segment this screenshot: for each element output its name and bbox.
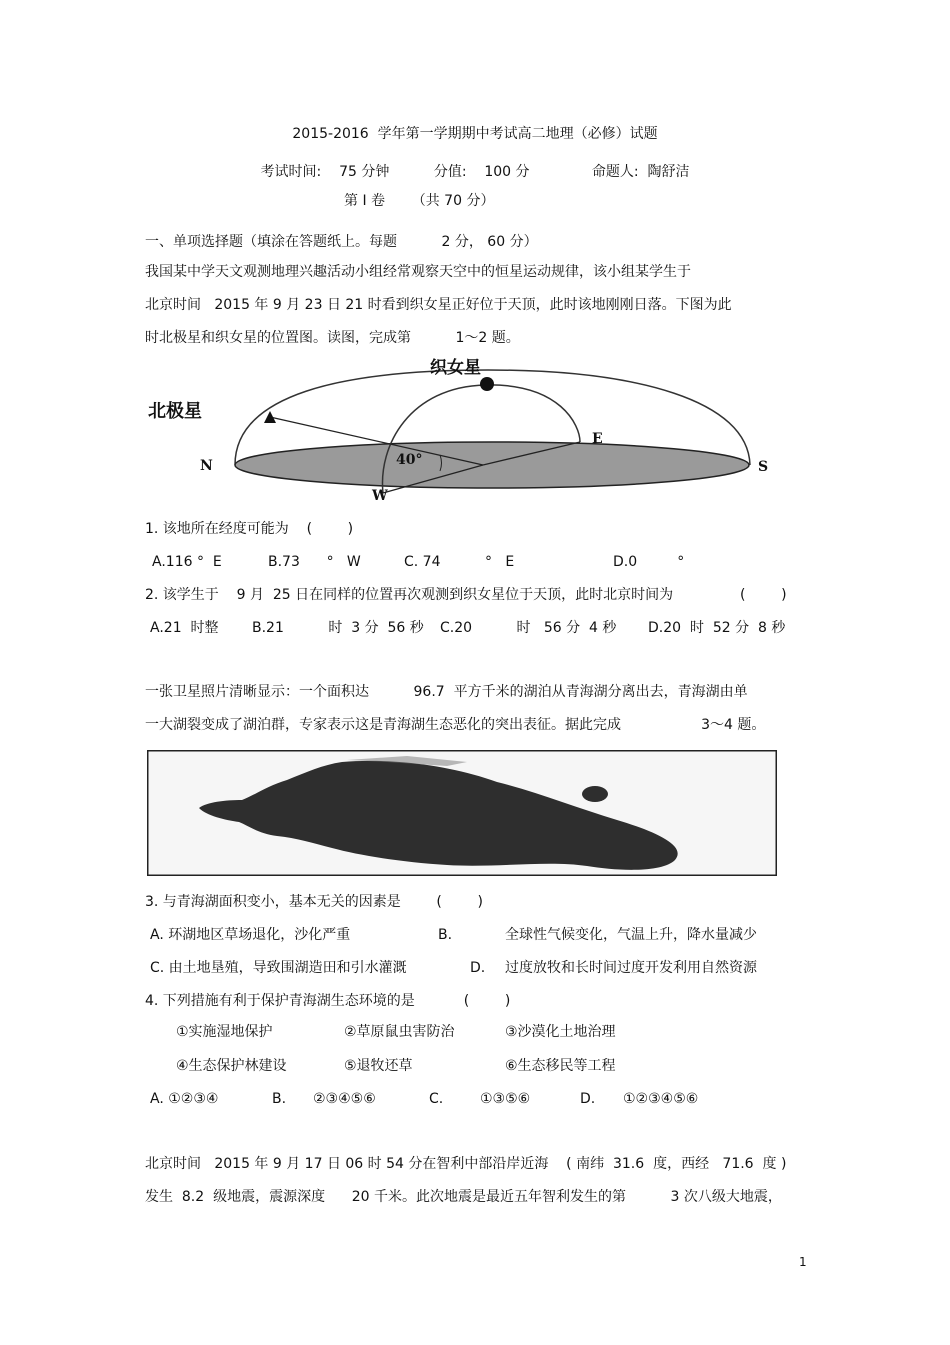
q4-option-c-text: ①③⑤⑥: [480, 1091, 531, 1107]
angle-label: 40°: [396, 452, 423, 468]
q3-option-d-text: 过度放牧和长时间过度开发利用自然资源: [505, 960, 757, 976]
q1-option-c: C. 74 ° E: [404, 554, 515, 570]
q4-option-c-letter: C.: [429, 1091, 444, 1107]
vega-label: 织女星: [430, 358, 481, 378]
intro-line-2: 北京时间 2015 年 9 月 23 日 21 时看到织女星正好位于天顶，此时该地刚刚日落。下图为此: [145, 297, 732, 313]
q3-option-b-letter: B.: [438, 927, 453, 943]
passage3-line-2: 发生 8.2 级地震，震源深度 20 千米。此次地震是最近五年智利发生的第 3 次八级大地震，: [145, 1189, 782, 1205]
q2-option-d: D.20 时 52 分 8 秒: [648, 620, 786, 636]
small-lake-shape: [582, 786, 608, 802]
passage3-line-1: 北京时间 2015 年 9 月 17 日 06 时 54 分在智利中部沿岸近海 ( 南纬 31.6 度，西经 71.6 度 ): [145, 1156, 787, 1172]
section-title: 第 I 卷 （共 70 分）: [344, 193, 495, 209]
q4-stem: 4. 下列措施有利于保护青海湖生态环境的是 ( ): [145, 993, 511, 1009]
qinghai-lake-satellite-image: [147, 750, 777, 876]
q4-option-d-text: ①②③④⑤⑥: [623, 1091, 699, 1107]
part-heading: 一、单项选择题（填涂在答题纸上。每题 2 分， 60 分）: [145, 234, 538, 250]
q3-option-d-letter: D.: [470, 960, 486, 976]
north-label: N: [200, 458, 213, 474]
east-label: E: [592, 431, 603, 447]
passage2-line-1: 一张卫星照片清晰显示：一个面积达 96.7 平方千米的湖泊从青海湖分离出去，青海湖由单: [145, 684, 748, 700]
celestial-sphere-diagram: [140, 355, 790, 505]
q3-stem: 3. 与青海湖面积变小，基本无关的因素是 ( ): [145, 894, 483, 910]
q4-item-1: ①实施湿地保护: [176, 1024, 273, 1040]
south-label: S: [758, 459, 769, 475]
q4-item-3: ③沙漠化土地治理: [505, 1024, 616, 1040]
exam-meta: 考试时间: 75 分钟 分值: 100 分 命题人: 陶舒洁: [260, 164, 690, 180]
q3-option-c: C. 由土地垦殖，导致围湖造田和引水灌溉: [150, 960, 407, 976]
q4-option-d-letter: D.: [580, 1091, 596, 1107]
q4-item-4: ④生态保护林建设: [176, 1058, 287, 1074]
horizon-plane: [235, 442, 749, 488]
q2-answer-paren: ( ): [740, 587, 787, 603]
polaris-star-icon: [264, 411, 276, 423]
q1-option-d: D.0 °: [613, 554, 685, 570]
q4-option-a: A. ①②③④: [150, 1091, 219, 1107]
q2-option-b: B.21 时 3 分 56 秒: [252, 620, 424, 636]
exam-title: 2015-2016 学年第一学期期中考试高二地理（必修）试题: [292, 126, 658, 142]
passage2-line-2: 一大湖裂变成了湖泊群，专家表示这是青海湖生态恶化的突出表征。据此完成 3～4 题。: [145, 717, 766, 733]
q2-option-c: C.20 时 56 分 4 秒: [440, 620, 617, 636]
intro-line-1: 我国某中学天文观测地理兴趣活动小组经常观察天空中的恒星运动规律，该小组某学生于: [145, 264, 691, 280]
intro-line-3: 时北极星和织女星的位置图。读图，完成第 1～2 题。: [145, 330, 520, 346]
vega-star-icon: [480, 377, 494, 391]
q4-option-b-text: ②③④⑤⑥: [313, 1091, 376, 1107]
page-number: 1: [799, 1255, 807, 1269]
q2-stem: 2. 该学生于 9 月 25 日在同样的位置再次观测到织女星位于天顶，此时北京时间为: [145, 587, 674, 603]
q3-option-b-text: 全球性气候变化，气温上升，降水量减少: [505, 927, 757, 943]
q1-option-b: B.73 ° W: [268, 554, 361, 570]
west-label: W: [372, 488, 388, 504]
q1-option-a: A.116 ° E: [152, 554, 222, 570]
q4-item-5: ⑤退牧还草: [344, 1058, 413, 1074]
q4-item-6: ⑥生态移民等工程: [505, 1058, 616, 1074]
polaris-label: 北极星: [148, 401, 202, 422]
q1-stem: 1. 该地所在经度可能为 ( ): [145, 521, 354, 537]
q2-option-a: A.21 时整: [150, 620, 219, 636]
q4-option-b-letter: B.: [272, 1091, 287, 1107]
q3-option-a: A. 环湖地区草场退化，沙化严重: [150, 927, 351, 943]
q4-item-2: ②草原鼠虫害防治: [344, 1024, 455, 1040]
